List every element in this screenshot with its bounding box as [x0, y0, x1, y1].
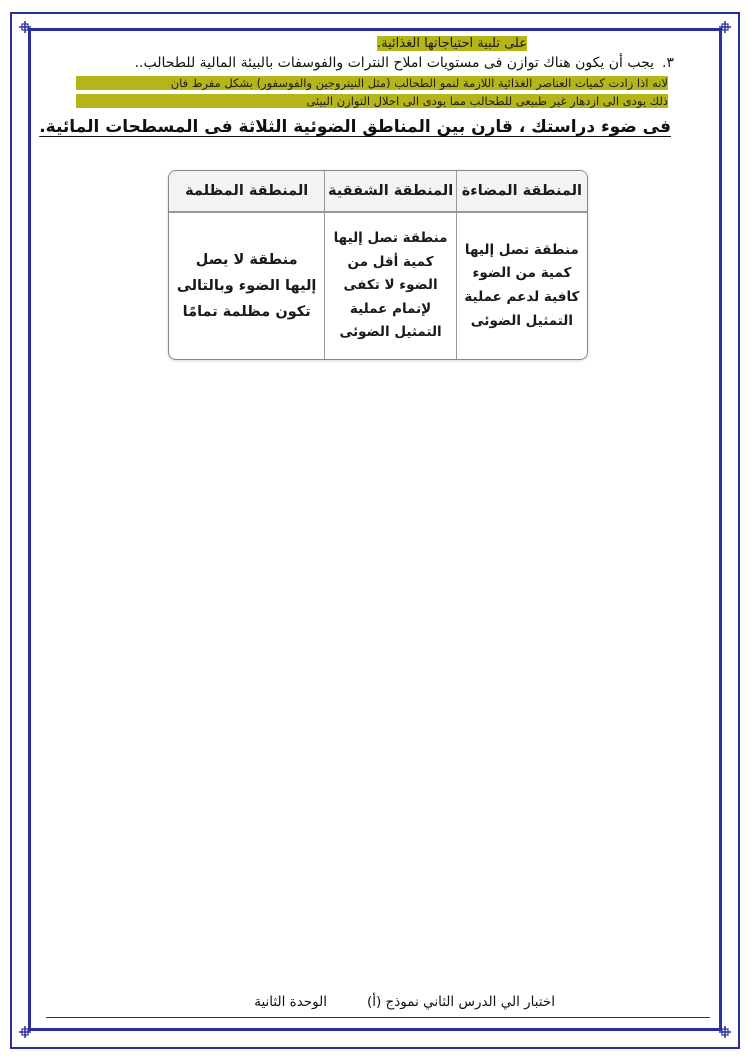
statement-text: يجب أن يكون هناك توازن فى مستويات املاح النترات والفوسفات بالبيئة المالية للطحالب..	[134, 55, 655, 71]
comparison-table	[168, 170, 588, 360]
cell-lit-zone: منطقة تصل إليها كمية من الضوء كافية لدعم عملية التمثيل الضوئى	[464, 241, 580, 329]
footer-divider	[46, 1017, 710, 1018]
numbered-statement	[135, 55, 674, 71]
page-footer	[195, 994, 555, 1010]
table-header-row	[169, 171, 587, 212]
table-row	[169, 212, 587, 359]
highlight-span: لانه اذا زادت كميات العناصر الغذائية اللازمة لنمو الطحالب (مثل النيتروجين والفوسفور) بشكل مفرط فان	[76, 76, 668, 90]
question-heading: فى ضوء دراستك ، قارن بين المناطق الضوئية الثلاثة فى المسطحات المائية.	[39, 117, 671, 137]
header-dark-zone: المنطقة المظلمة	[169, 171, 325, 212]
corner-ornament-icon	[717, 19, 733, 35]
corner-ornament-icon	[17, 1024, 33, 1040]
highlighted-text-line	[76, 76, 668, 90]
item-number: ٣.	[662, 55, 674, 71]
cell-twilight-zone: منطقة تصل إليها كمية أقل من الضوء لا تكفى لإتمام عملية التمثيل الضوئى	[325, 212, 456, 359]
highlight-span: ذلك يودى الى ازدهار غير طبيعى للطحالب مما يودى الى احلال التوازن البيئى	[76, 94, 668, 108]
corner-ornament-icon	[17, 19, 33, 35]
footer-unit: الوحدة الثانية	[254, 994, 327, 1010]
header-lit-zone: المنطقة المضاءة	[456, 171, 587, 212]
highlighted-text-line	[377, 36, 527, 51]
cell-dark-zone: منطقة لا يصل إليها الضوء وبالتالى تكون مظلمة تمامًا	[169, 212, 325, 359]
highlighted-text-line	[76, 94, 668, 108]
corner-ornament-icon	[717, 1024, 733, 1040]
header-twilight-zone: المنطقة الشفقية	[325, 171, 456, 212]
highlight-span: على تلبية احتياجاتها الغذائية.	[377, 36, 527, 51]
footer-test-title: اختبار الي الدرس الثاني نموذج (أ)	[366, 994, 555, 1010]
